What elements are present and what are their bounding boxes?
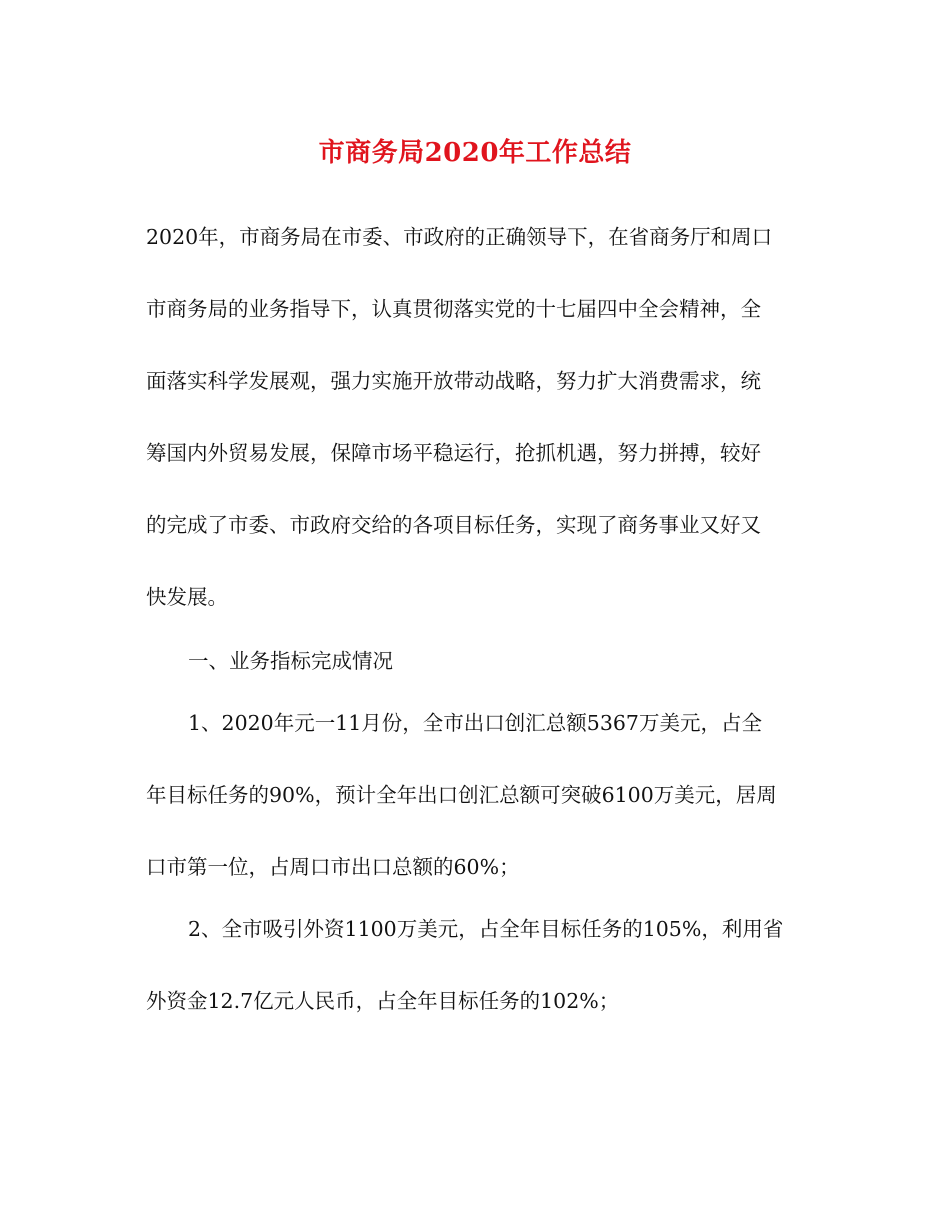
paragraph-line: 面落实科学发展观，强力实施开放带动战略，努力扩大消费需求，统 (146, 369, 761, 393)
paragraph-line: 年目标任务的90%，预计全年出口创汇总额可突破6100万美元，居周 (146, 783, 777, 807)
document-title: 市商务局2020年工作总结 (318, 138, 632, 168)
paragraph-line: 市商务局的业务指导下，认真贯彻落实党的十七届四中全会精神，全 (146, 297, 761, 321)
paragraph-line: 快发展。 (146, 585, 228, 609)
section-heading-text: 一、业务指标完成情况 (188, 649, 393, 673)
paragraph-line: 2020年，市商务局在市委、市政府的正确领导下，在省商务厅和周口 (146, 225, 773, 249)
paragraph-line: 外资金12.7亿元人民币，占全年目标任务的102%； (146, 989, 620, 1013)
paragraph-line: 的完成了市委、市政府交给的各项目标任务，实现了商务事业又好又 (146, 513, 761, 537)
paragraph-line: 口市第一位，占周口市出口总额的60%； (146, 855, 520, 879)
paragraph-line: 筹国内外贸易发展，保障市场平稳运行，抢抓机遇，努力拼搏，较好 (146, 441, 761, 465)
paragraph-line: 1、2020年元一11月份，全市出口创汇总额5367万美元，占全 (188, 711, 762, 735)
paragraph-line: 2、全市吸引外资1100万美元，占全年目标任务的105%，利用省 (188, 917, 784, 941)
